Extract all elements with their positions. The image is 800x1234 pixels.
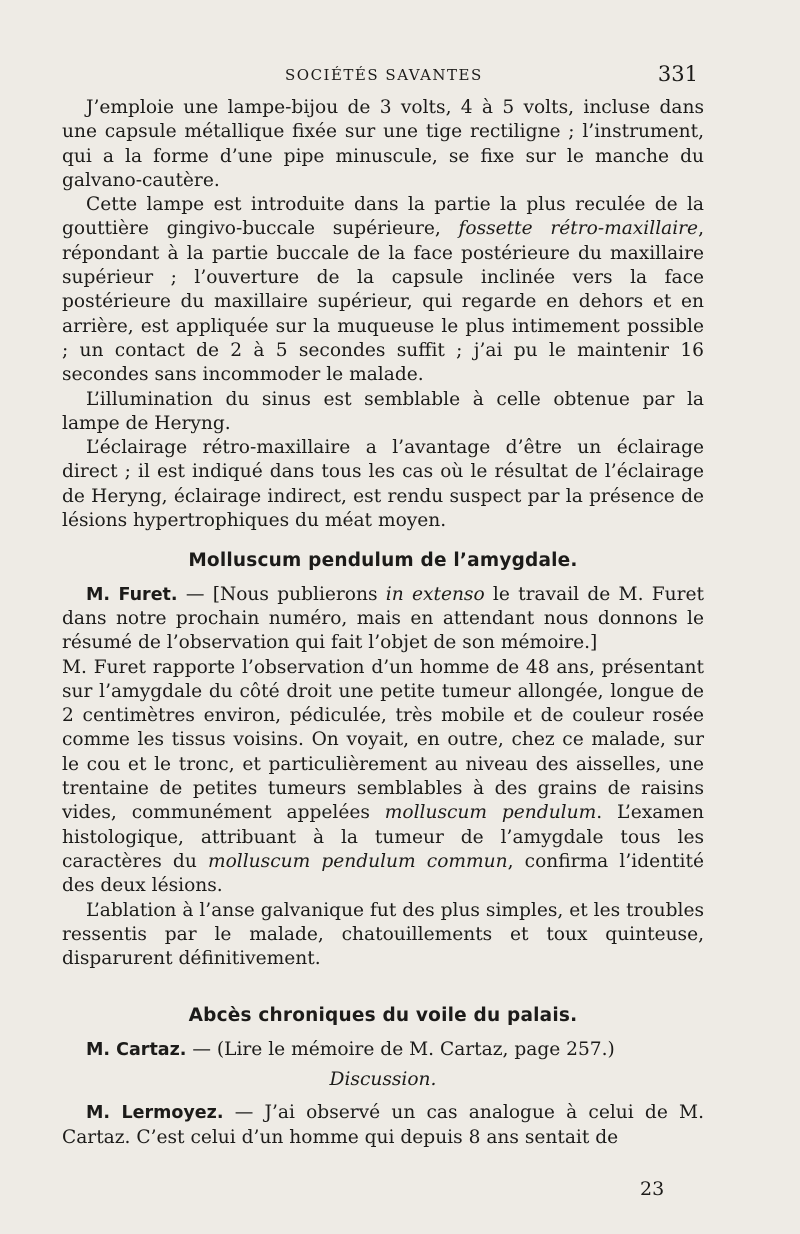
paragraph-text: le travail de M. Furet dans notre prochain numéro, mais en attendant nous donnons le résumé de l’observation qui fait l’objet de son mémoire.]	[62, 583, 704, 654]
emphasis-text: molluscum pendulum	[384, 802, 597, 824]
section-heading: Abcès chroniques du voile du palais.	[188, 1005, 578, 1027]
paragraph: L’éclairage rétro-maxillaire a l’avantage d’être un éclairage direct ; il est indiqué dans tous les cas où le résultat de l’éclairage de Heryng, éclairage indirect, est rendu suspect par la présence de lésions hypertrophiques du méat moyen.	[62, 437, 704, 532]
paragraph	[62, 193, 704, 387]
speaker-name: M. Furet.	[86, 584, 178, 605]
paragraph-text: — [Nous publierons	[177, 583, 386, 605]
paragraph	[62, 656, 704, 899]
page-body	[62, 96, 704, 1150]
running-title: SOCIÉTÉS SAVANTES	[285, 66, 483, 84]
paragraph: L’ablation à l’anse galvanique fut des plus simples, et les troubles ressentis par le malade, chatouillements et toux quinteuse, disparurent définitivement.	[62, 899, 704, 970]
paragraph-text: — J’ai observé un cas analogue à celui de M. Cartaz. C’est celui d’un homme qui depuis 8 ans sentait de	[62, 1102, 704, 1148]
paragraph: J’emploie une lampe-bijou de 3 volts, 4 à 5 volts, incluse dans une capsule métallique fixée sur une tige rectiligne ; l’instrument, qui a la forme d’une pipe minuscule, se fixe sur le manche du galvano-cautère.	[62, 97, 704, 191]
paragraph-text: Cette lampe est introduite dans la partie la plus reculée de la gouttière gingivo-buccale supérieure,	[62, 194, 704, 240]
section-heading: Molluscum pendulum de l’amygdale.	[188, 550, 578, 572]
emphasis-text: molluscum pendulum commun	[207, 850, 508, 872]
paragraph-text: , répondant à la partie buccale de la face postérieure du maxillaire supérieur ; l’ouverture de la capsule inclinée vers la face postérieure du maxillaire supérieur, qui regarde en dehors et en arrière, est appliquée sur la muqueuse le plus intimement possible ; un contact de 2 à 5 secondes suffit ; j’ai pu le maintenir 16 secondes sans incommoder le malade.	[62, 218, 704, 386]
page-number: 331	[657, 62, 698, 86]
emphasis-text: fossette rétro-maxillaire	[458, 218, 699, 240]
paragraph	[62, 583, 704, 656]
paragraph-text: , confirma l’identité des deux lésions.	[62, 850, 704, 897]
discussion-heading: Discussion.	[329, 1068, 437, 1090]
speaker-name: M. Cartaz.	[86, 1039, 187, 1060]
page-header	[90, 62, 700, 90]
paragraph-text: . L’examen histologique, attribuant à la tumeur de l’amygdale tous les caractères du	[62, 802, 704, 872]
paragraph-text: M. Furet rapporte l’observation d’un homme de 48 ans, présentant sur l’amygdale du côté droit une petite tumeur allongée, longue de 2 centimètres environ, pédiculée, très mobile et de couleur rosée comme les tissus voisins. On voyait, en outre, chez ce malade, sur le cou et le tronc, et particulièrement au niveau des aisselles, une trentaine de petites tumeurs semblables à des grains de raisins vides, communément appelées	[62, 656, 704, 824]
emphasis-text: in extenso	[385, 583, 485, 605]
paragraph: L’illumination du sinus est semblable à celle obtenue par la lampe de Heryng.	[62, 388, 704, 434]
paragraph-text: — (Lire le mémoire de M. Cartaz, page 257.)	[186, 1038, 615, 1060]
paragraph	[62, 1101, 704, 1150]
signature-mark: 23	[640, 1178, 665, 1200]
paragraph	[62, 1038, 704, 1062]
speaker-name: M. Lermoyez.	[86, 1103, 224, 1124]
